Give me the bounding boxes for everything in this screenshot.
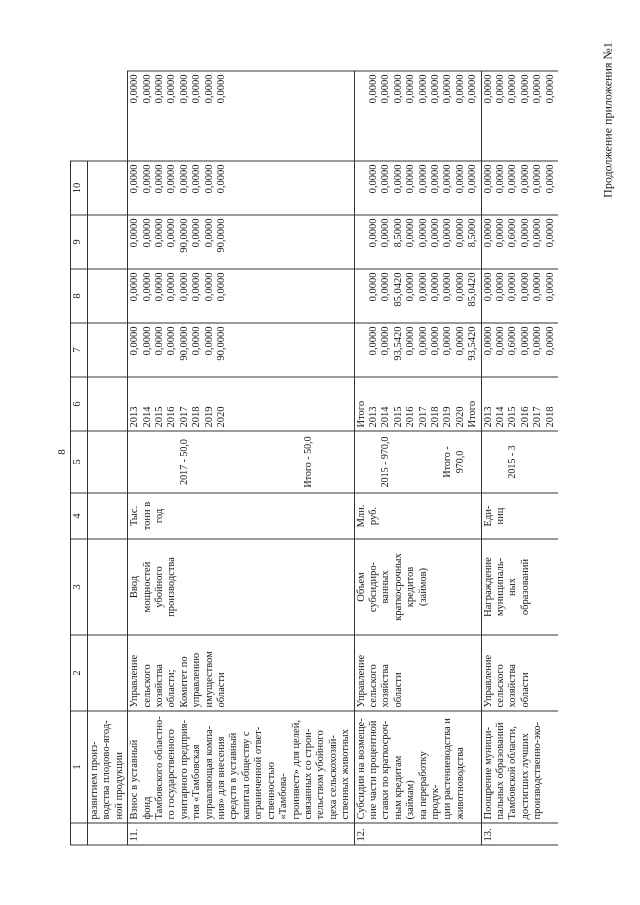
unit [88,493,128,539]
indicator: Ввод мощностей убойного производства [128,539,354,635]
column-header: 1 [71,711,88,823]
values-col10: 0,0000 0,0000 0,0000 0,0000 0,0000 0,0000 0,0000 0,0000 0,0000 [354,71,481,161]
values-col7 [88,323,128,377]
values-col10: 0,0000 0,0000 0,0000 0,0000 0,0000 0,0000 0,0000 0,0000 [128,71,354,161]
years [88,377,128,431]
values-col8: 0,0000 0,0000 8,5000 0,0000 0,0000 0,0000 0,0000 0,0000 8,5000 [354,215,481,269]
values-col9: 0,0000 0,0000 0,0000 0,0000 0,0000 0,0000 0,0000 0,0000 [128,161,354,215]
column-header: 7 [71,323,88,377]
target-value: 2017 - 50,0 Итого - 50,0 [128,431,354,493]
row-number [88,823,128,845]
table-row [354,71,481,845]
column-header-index [71,823,88,845]
unit: Еди- ниц [481,493,558,539]
values-col10: 0,0000 0,0000 0,0000 0,0000 0,0000 0,0000 [481,71,558,161]
unit: Тыс. тонн в год [128,493,354,539]
rotated-table-container [70,71,570,846]
table-row [128,71,354,845]
executor: Управление сельского хозяйства области [481,635,558,711]
years: Итого 2013 2014 2015 2016 2017 2018 2019 2020 Итого [354,377,481,431]
appendix-continuation-note: Продолжение приложения №1 [600,42,615,198]
target-value [88,431,128,493]
program-measures-table [70,71,558,846]
target-value: 2015 - 3 [481,431,558,493]
values-col8 [88,269,128,323]
column-number-row [71,71,88,845]
unit: Млн. руб. [354,493,481,539]
values-col6: 0,0000 0,0000 93,5420 0,0000 0,0000 0,0000 0,0000 0,0000 93,5420 [354,323,481,377]
values-col9: 0,0000 0,0000 0,0000 0,0000 0,0000 0,0000 0,0000 0,0000 0,0000 [354,161,481,215]
column-header: 3 [71,539,88,635]
values-col10 [88,161,128,215]
table-row [481,71,558,845]
executor: Управление сельского хозяйства области; Комитет по управлению имуществом области [128,635,354,711]
values-col9: 0,0000 0,0000 0,0000 0,0000 0,0000 0,0000 [481,161,558,215]
page-number: 8 [56,449,68,455]
column-header: 9 [71,215,88,269]
row-number: 11. [128,823,354,845]
values-col7: 0,0000 0,0000 0,0000 0,0000 0,0000 0,0000 [481,269,558,323]
row-number: 12. [354,823,481,845]
indicator: Награждение муниципаль- ных образований [481,539,558,635]
values-col7: 0,0000 0,0000 85,0420 0,0000 0,0000 0,0000 0,0000 0,0000 85,0420 [354,269,481,323]
values-col9 [88,215,128,269]
table-row [88,71,128,845]
column-header: 8 [71,269,88,323]
executor [88,635,128,711]
years: 2013 2014 2015 2016 2017 2018 [481,377,558,431]
measure-name: Взнос в уставный фонд Тамбовского областно- го государственного унитарного предприя- тия «Тамбовская управляющая компа- ния» для внесения средств в уставный капитал обществу с ограниченной ответ- ственностью «Тамбова- гроинвест» для целей, связанных со строи- тельством убойного цеха сельскохозяй- ственных животных [128,711,354,823]
indicator: Объем субсидиро- ванных краткосрочных кредитов (займов) [354,539,481,635]
column-header: 10 [71,161,88,215]
values-col6: 0,0000 0,0000 0,0000 0,0000 90,0000 0,0000 0,0000 90,0000 [128,323,354,377]
measure-name: Субсидии на возмеще- ние части процентной ставки по краткосроч- ным кредитам (займам) на переработку продук- ции растениеводства и животноводства [354,711,481,823]
row-number: 13. [481,823,558,845]
column-header: 4 [71,493,88,539]
measure-name: Поощрение муници- пальных образований Тамбовской области, достигших лучших производственно-эко- [481,711,558,823]
values-col8: 0,0000 0,0000 0,6000 0,0000 0,0000 0,0000 [481,215,558,269]
column-header: 2 [71,635,88,711]
executor: Управление сельского хозяйства области [354,635,481,711]
column-header: 5 [71,431,88,493]
values-col7: 0,0000 0,0000 0,0000 0,0000 0,0000 0,0000 0,0000 0,0000 [128,269,354,323]
measure-name: развитием произ- водства плодово-ягод- ной продукции [88,711,128,823]
values-col8: 0,0000 0,0000 0,0000 0,0000 90,0000 0,0000 0,0000 90,0000 [128,215,354,269]
column-header: 6 [71,377,88,431]
indicator [88,539,128,635]
years: 2013 2014 2015 2016 2017 2018 2019 2020 [128,377,354,431]
values-col6: 0,0000 0,0000 0,6000 0,0000 0,0000 0,0000 [481,323,558,377]
target-value: 2015 - 970,0 Итого - 970,0 [354,431,481,493]
